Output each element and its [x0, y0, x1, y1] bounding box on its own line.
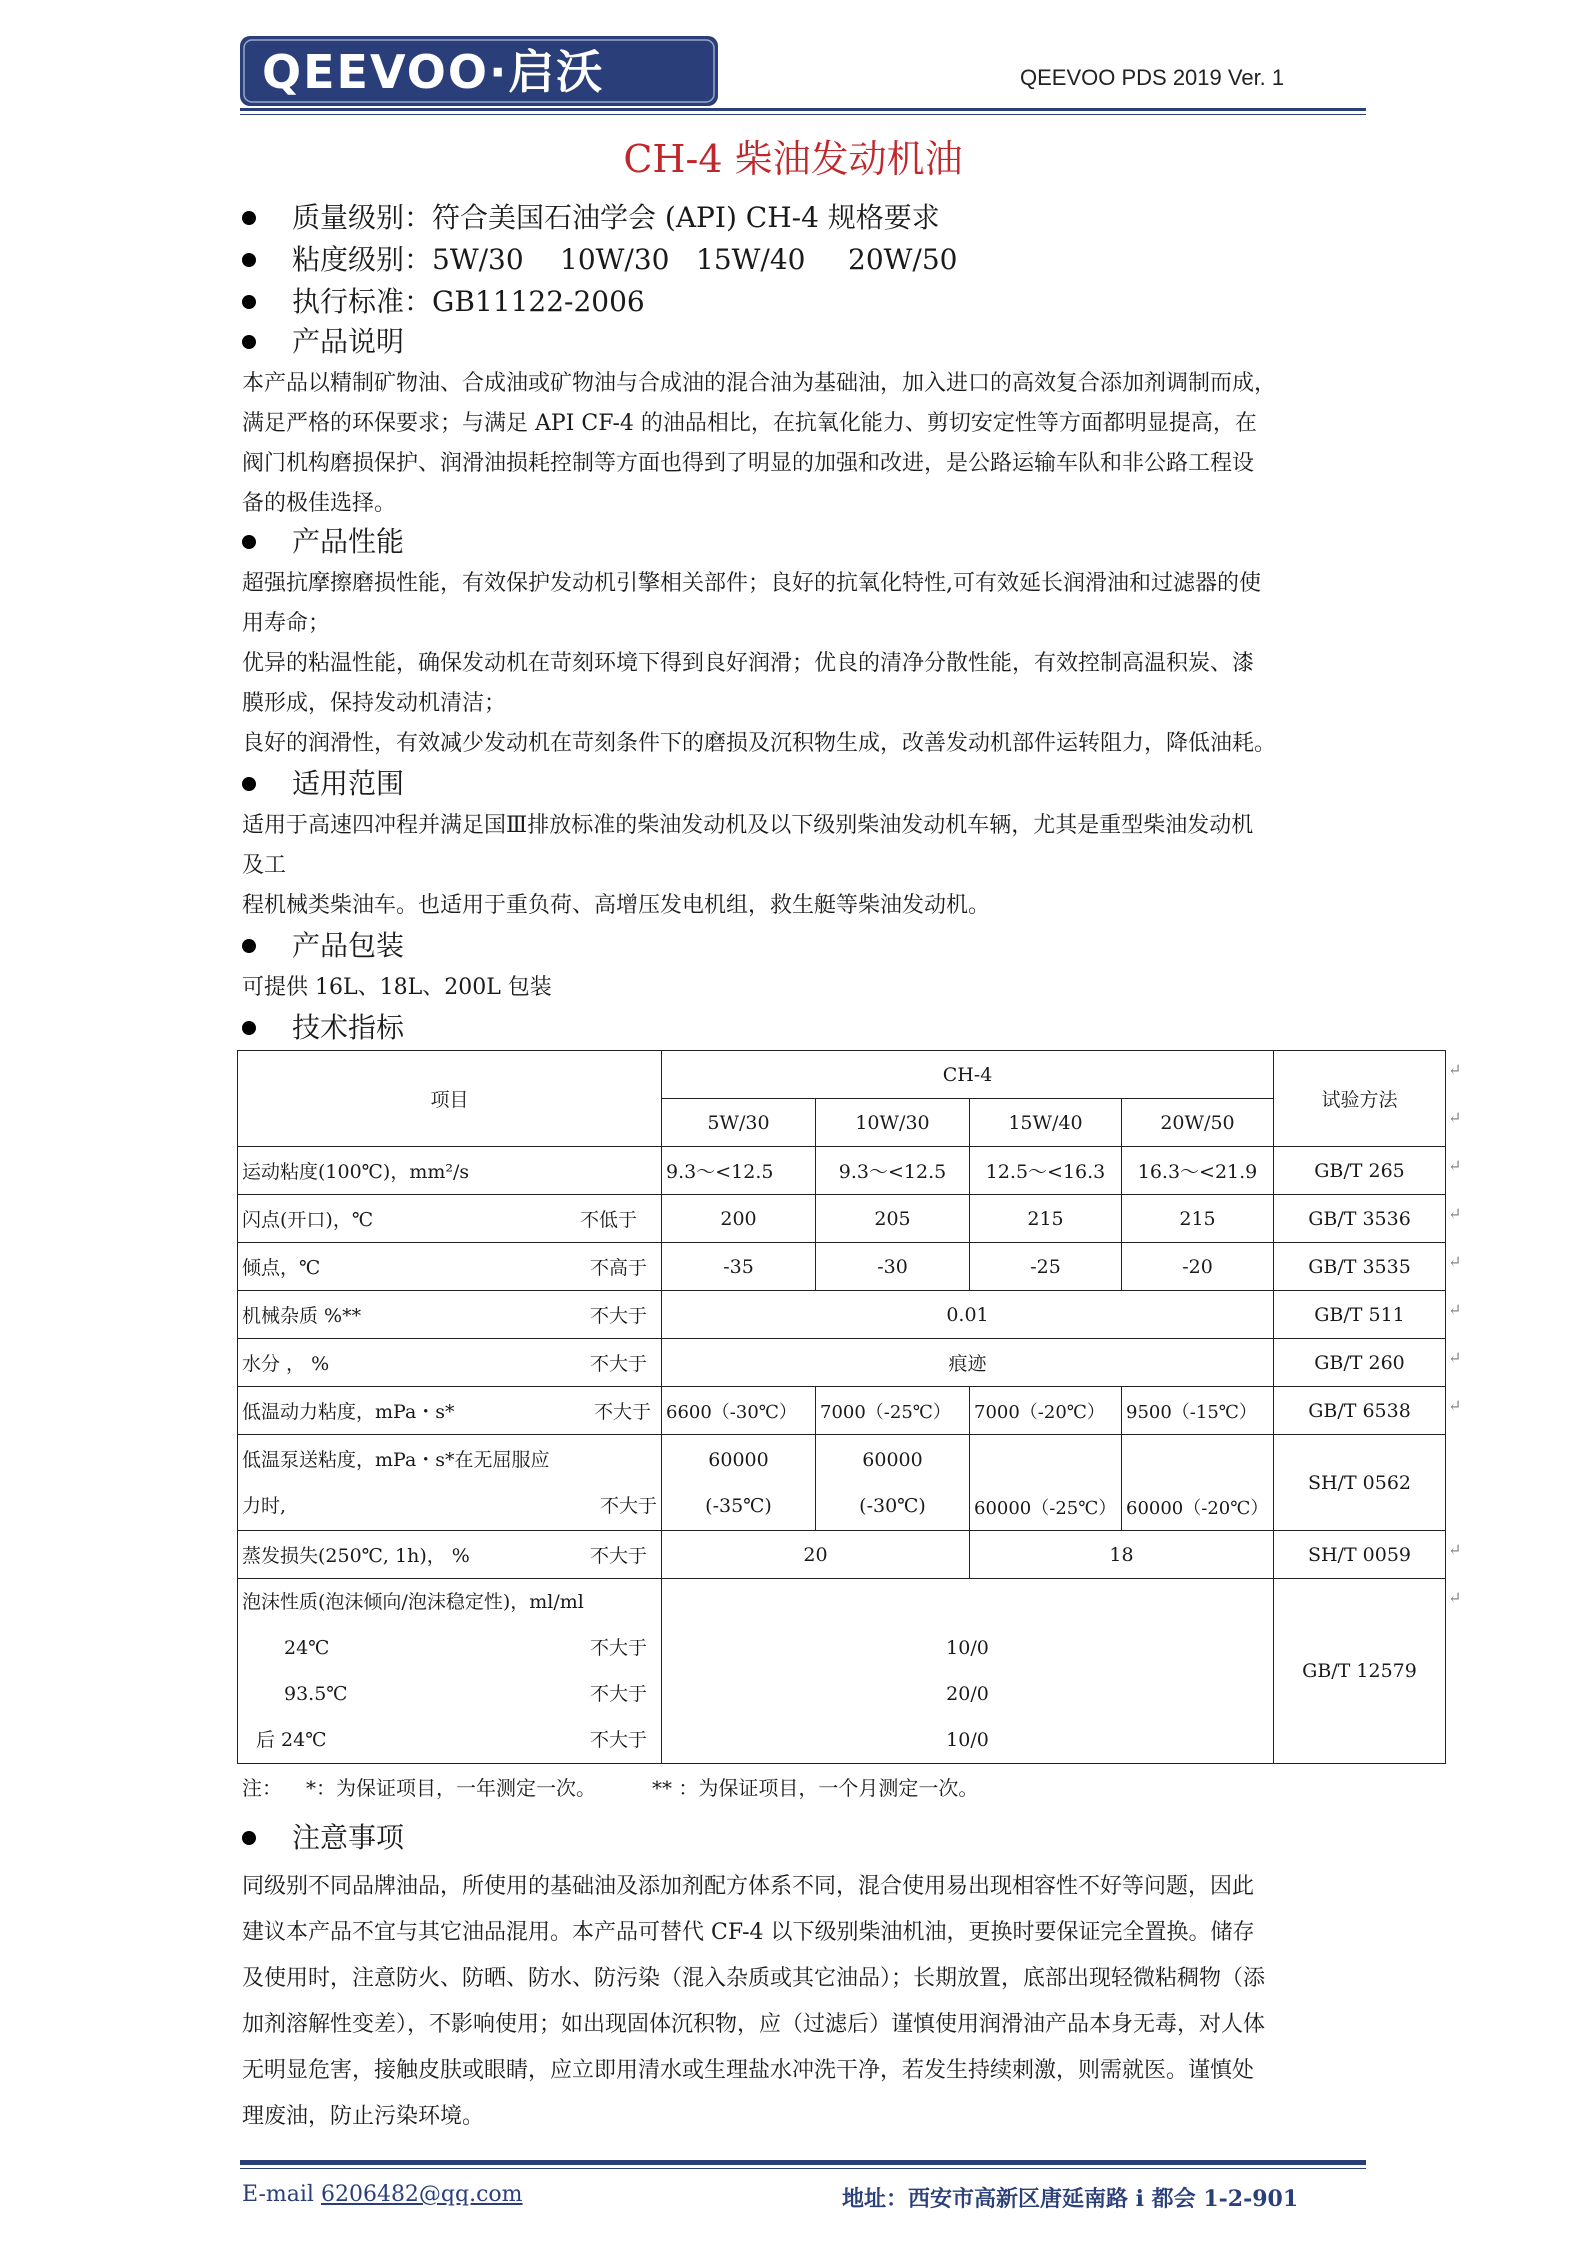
table-row — [238, 1387, 1446, 1435]
bullet-icon — [242, 535, 256, 549]
table-row — [238, 1435, 1446, 1531]
email-link[interactable]: 6206482@qq.com — [320, 2182, 523, 2207]
table-row — [238, 1195, 1446, 1243]
section-heading-cautions: 注意事项 — [240, 1818, 404, 1858]
row-label: 水分 ， % 不大于 — [238, 1339, 662, 1387]
svg-text:QEEVOO·启沃: QEEVOO·启沃 — [262, 45, 605, 99]
cell-value: 20 — [662, 1531, 970, 1579]
cell-value: -30 — [816, 1243, 970, 1291]
section-heading-performance: 产品性能 — [240, 522, 404, 562]
cell-value: -25 — [970, 1243, 1122, 1291]
footer-address: 地址：西安市高新区唐延南路 i 都会 1-2-901 — [842, 2186, 1299, 2212]
return-mark-icon: ↵ — [1448, 1348, 1462, 1367]
quality-level: 质量级别：符合美国石油学会 (API) CH-4 规格要求 — [240, 198, 940, 238]
header-grade: 15W/40 — [970, 1099, 1122, 1147]
return-mark-icon: ↵ — [1448, 1060, 1462, 1079]
document-id: QEEVOO PDS 2019 Ver. 1 — [1020, 65, 1285, 90]
cell-value: 205 — [816, 1195, 970, 1243]
return-mark-icon: ↵ — [1448, 1300, 1462, 1319]
section-heading-packaging: 产品包装 — [240, 926, 404, 966]
return-mark-icon: ↵ — [1448, 1588, 1462, 1607]
cell-value: 7000（-20℃） — [970, 1387, 1122, 1435]
header-rule — [240, 108, 1366, 111]
header-grade: 20W/50 — [1122, 1099, 1274, 1147]
header-rule-thin — [240, 114, 1366, 115]
table-header-row — [238, 1051, 1446, 1099]
row-label: 倾点，℃ 不高于 — [238, 1243, 662, 1291]
cell-value: 215 — [970, 1195, 1122, 1243]
header-item: 项目 — [238, 1051, 662, 1147]
cell-value: 16.3～<21.9 — [1122, 1147, 1274, 1195]
row-label: 蒸发损失(250℃, 1h)， % 不大于 — [238, 1531, 662, 1579]
cell-method: SH/T 0059 — [1274, 1531, 1446, 1579]
cell-value: 6600（-30℃） — [662, 1387, 816, 1435]
performance-text: 超强抗摩擦磨损性能，有效保护发动机引擎相关部件；良好的抗氧化特性,可有效延长润滑油和过滤器的使 用寿命； 优异的粘温性能，确保发动机在苛刻环境下得到良好润滑；优良的清净分散性能，有效控制高温积炭、漆 膜形成，保持发动机清洁； 良好的润滑性，有效减少发动机在苛刻条件下的磨损及沉积物生成，改善发动机部件运转阻力，降低油耗。 — [242, 571, 1277, 756]
cell-method: GB/T 265 — [1274, 1147, 1446, 1195]
section-heading-application: 适用范围 — [240, 764, 404, 804]
cell-method: GB/T 12579 — [1274, 1579, 1446, 1764]
bullet-icon — [242, 777, 256, 791]
application-text: 适用于高速四冲程并满足国Ⅲ排放标准的柴油发动机及以下级别柴油发动机车辆，尤其是重型柴油发动机 及工 程机械类柴油车。也适用于重负荷、高增压发电机组，救生艇等柴油发动机。 — [242, 813, 1254, 918]
table-note: 注： *：为保证项目，一年测定一次。 ** ：为保证项目，一个月测定一次。 — [242, 1776, 979, 1800]
cell-method: GB/T 3535 — [1274, 1243, 1446, 1291]
return-mark-icon: ↵ — [1448, 1204, 1462, 1223]
table-row — [238, 1147, 1446, 1195]
cell-value: 0.01 — [662, 1291, 1274, 1339]
cell-value: 9500（-15℃） — [1122, 1387, 1274, 1435]
viscosity-grades: 粘度级别：5W/30 10W/30 15W/40 20W/50 — [240, 240, 958, 280]
cell-value: 60000（-25℃） — [970, 1435, 1122, 1531]
row-label: 泡沫性质(泡沫倾向/泡沫稳定性)，ml/ml 24℃ 不大于 93.5℃ 不大于 后 24℃ 不大于 — [238, 1579, 662, 1764]
bullet-icon — [242, 295, 256, 309]
section-heading-description: 产品说明 — [240, 322, 404, 362]
row-label: 机械杂质 %** 不大于 — [238, 1291, 662, 1339]
row-label: 低温动力粘度，mPa・s* 不大于 — [238, 1387, 662, 1435]
header-method: 试验方法 — [1274, 1051, 1446, 1147]
footer-rule-thin — [240, 2168, 1366, 2169]
bullet-icon — [242, 253, 256, 267]
bullet-icon — [242, 1831, 256, 1845]
bullet-icon — [242, 335, 256, 349]
cell-value: 9.3～<12.5 — [662, 1147, 816, 1195]
execution-standard: 执行标准：GB11122-2006 — [240, 282, 645, 322]
packaging-text: 可提供 16L、18L、200L 包装 — [242, 975, 552, 1000]
table-row — [238, 1339, 1446, 1387]
cell-method: SH/T 0562 — [1274, 1435, 1446, 1531]
cell-method: GB/T 6538 — [1274, 1387, 1446, 1435]
company-logo — [240, 36, 718, 106]
header-grade: 10W/30 — [816, 1099, 970, 1147]
row-label: 闪点(开口)，℃ 不低于 — [238, 1195, 662, 1243]
footer-email: E-mail 6206482@qq.com — [242, 2182, 523, 2207]
footer-rule — [240, 2160, 1366, 2165]
bullet-icon — [242, 211, 256, 225]
cell-method: GB/T 260 — [1274, 1339, 1446, 1387]
header-ch4: CH-4 — [662, 1051, 1274, 1099]
cell-method: GB/T 511 — [1274, 1291, 1446, 1339]
cell-value: 215 — [1122, 1195, 1274, 1243]
row-label: 运动粘度(100℃)，mm²/s — [238, 1147, 662, 1195]
table-row — [238, 1579, 1446, 1764]
cell-value: 痕迹 — [662, 1339, 1274, 1387]
bullet-icon — [242, 939, 256, 953]
cell-method: GB/T 3536 — [1274, 1195, 1446, 1243]
return-mark-icon: ↵ — [1448, 1156, 1462, 1175]
bullet-icon — [242, 1021, 256, 1035]
page-title: CH-4 柴油发动机油 — [623, 137, 963, 181]
cell-value: -20 — [1122, 1243, 1274, 1291]
cell-value: -35 — [662, 1243, 816, 1291]
description-text: 本产品以精制矿物油、合成油或矿物油与合成油的混合油为基础油，加入进口的高效复合添加剂调制而成， 满足严格的环保要求；与满足 API CF-4 的油品相比，在抗氧化能力、剪切安定性等方面都明显提高，在 阀门机构磨损保护、润滑油损耗控制等方面也得到了明显的加强和改进，是公路运输车队和非公路工程设 备的极佳选择。 — [242, 371, 1277, 516]
cell-value: 60000 (-30℃) — [816, 1435, 970, 1531]
cautions-text: 同级别不同品牌油品，所使用的基础油及添加剂配方体系不同，混合使用易出现相容性不好等问题，因此 建议本产品不宜与其它油品混用。本产品可替代 CF-4 以下级别柴油机油，更换时要保证完全置换。储存 及使用时，注意防火、防晒、防水、防污染（混入杂质或其它油品）；长期放置，底部出现轻微粘稠物（添 加剂溶解性变差），不影响使用；如出现固体沉积物，应（过滤后）谨慎使用润滑油产品本身无毒，对人体 无明显危害，接触皮肤或眼睛，应立即用清水或生理盐水冲洗干净，若发生持续刺激，则需就医。谨慎处 理废油，防止污染环境。 — [242, 1874, 1266, 2129]
cell-value: 60000 (-35℃) — [662, 1435, 816, 1531]
cell-value: 12.5～<16.3 — [970, 1147, 1122, 1195]
table-row — [238, 1243, 1446, 1291]
cell-value: 200 — [662, 1195, 816, 1243]
return-mark-icon: ↵ — [1448, 1540, 1462, 1559]
cell-value: 60000（-20℃） — [1122, 1435, 1274, 1531]
row-label: 低温泵送粘度，mPa・s*在无屈服应 力时, 不大于 — [238, 1435, 662, 1531]
section-heading-tech: 技术指标 — [240, 1008, 404, 1048]
return-mark-icon: ↵ — [1448, 1108, 1462, 1127]
table-row — [238, 1291, 1446, 1339]
cell-value: 9.3～<12.5 — [816, 1147, 970, 1195]
return-mark-icon: ↵ — [1448, 1396, 1462, 1415]
table-row — [238, 1531, 1446, 1579]
return-mark-icon: ↵ — [1448, 1252, 1462, 1271]
cell-value: 10/0 20/0 10/0 — [662, 1579, 1274, 1764]
spec-table — [237, 1050, 1446, 1764]
cell-value: 7000（-25℃） — [816, 1387, 970, 1435]
header-grade: 5W/30 — [662, 1099, 816, 1147]
cell-value: 18 — [970, 1531, 1274, 1579]
